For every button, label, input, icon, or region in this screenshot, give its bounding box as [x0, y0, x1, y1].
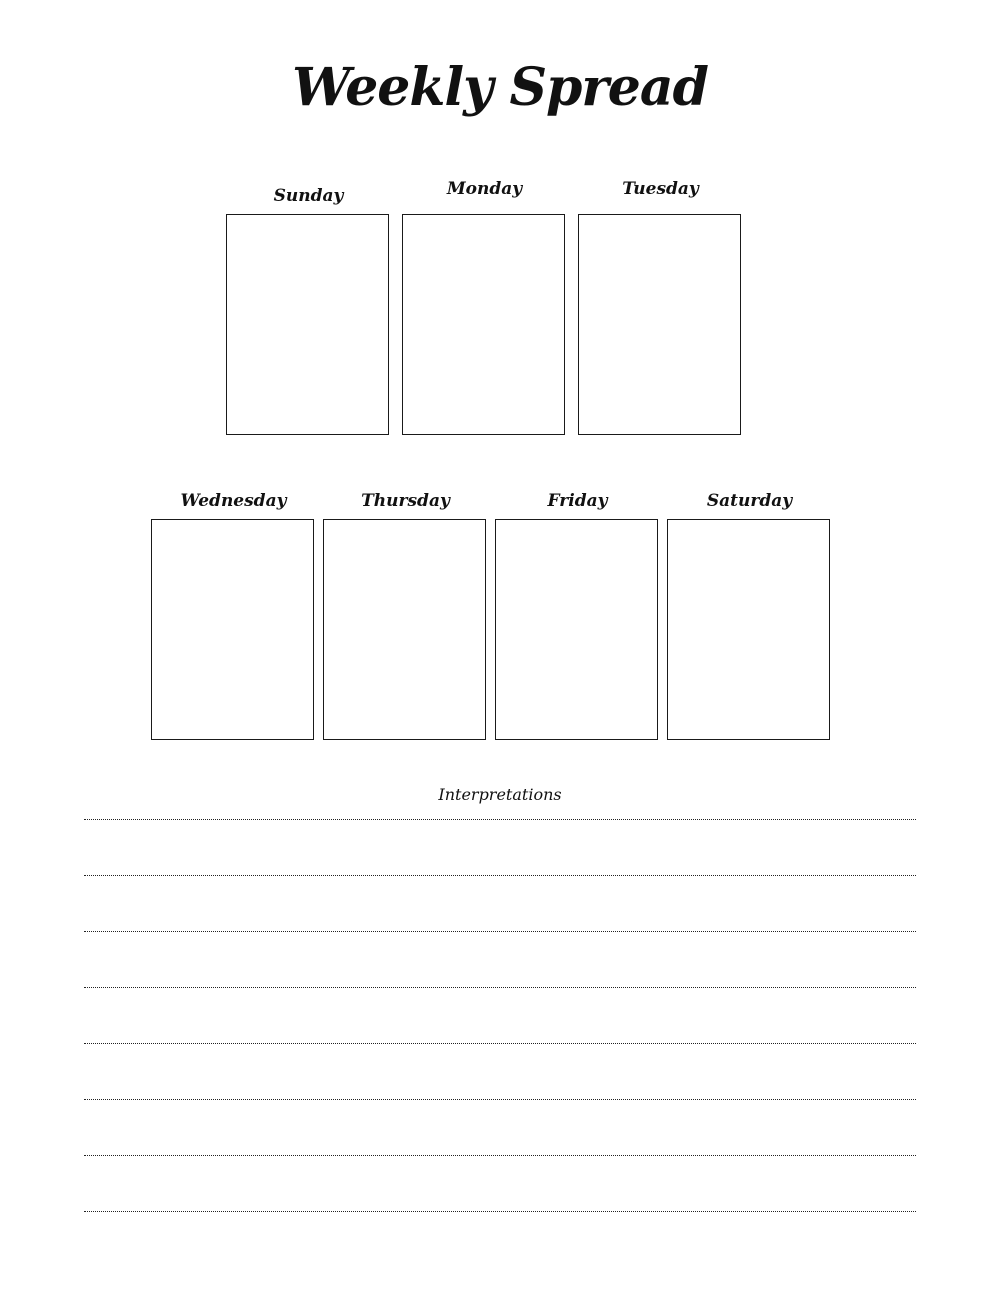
- page-title: Weekly Spread: [292, 57, 708, 118]
- day-box-wednesday[interactable]: [151, 519, 314, 740]
- day-box-tuesday[interactable]: [578, 214, 741, 435]
- day-box-thursday[interactable]: [323, 519, 486, 740]
- day-box-friday[interactable]: [495, 519, 658, 740]
- interpretations-heading: Interpretations: [438, 785, 562, 804]
- writing-line[interactable]: [84, 875, 916, 876]
- day-label-tuesday: Tuesday: [622, 179, 699, 199]
- day-box-sunday[interactable]: [226, 214, 389, 435]
- writing-line[interactable]: [84, 931, 916, 932]
- day-label-thursday: Thursday: [361, 491, 450, 511]
- day-box-saturday[interactable]: [667, 519, 830, 740]
- day-label-wednesday: Wednesday: [180, 491, 287, 511]
- writing-line[interactable]: [84, 819, 916, 820]
- day-label-saturday: Saturday: [706, 491, 793, 511]
- day-label-sunday: Sunday: [273, 186, 344, 206]
- writing-line[interactable]: [84, 1099, 916, 1100]
- day-box-monday[interactable]: [402, 214, 565, 435]
- writing-line[interactable]: [84, 1211, 916, 1212]
- writing-line[interactable]: [84, 987, 916, 988]
- day-label-monday: Monday: [446, 179, 523, 199]
- day-label-friday: Friday: [547, 491, 608, 511]
- writing-line[interactable]: [84, 1043, 916, 1044]
- writing-line[interactable]: [84, 1155, 916, 1156]
